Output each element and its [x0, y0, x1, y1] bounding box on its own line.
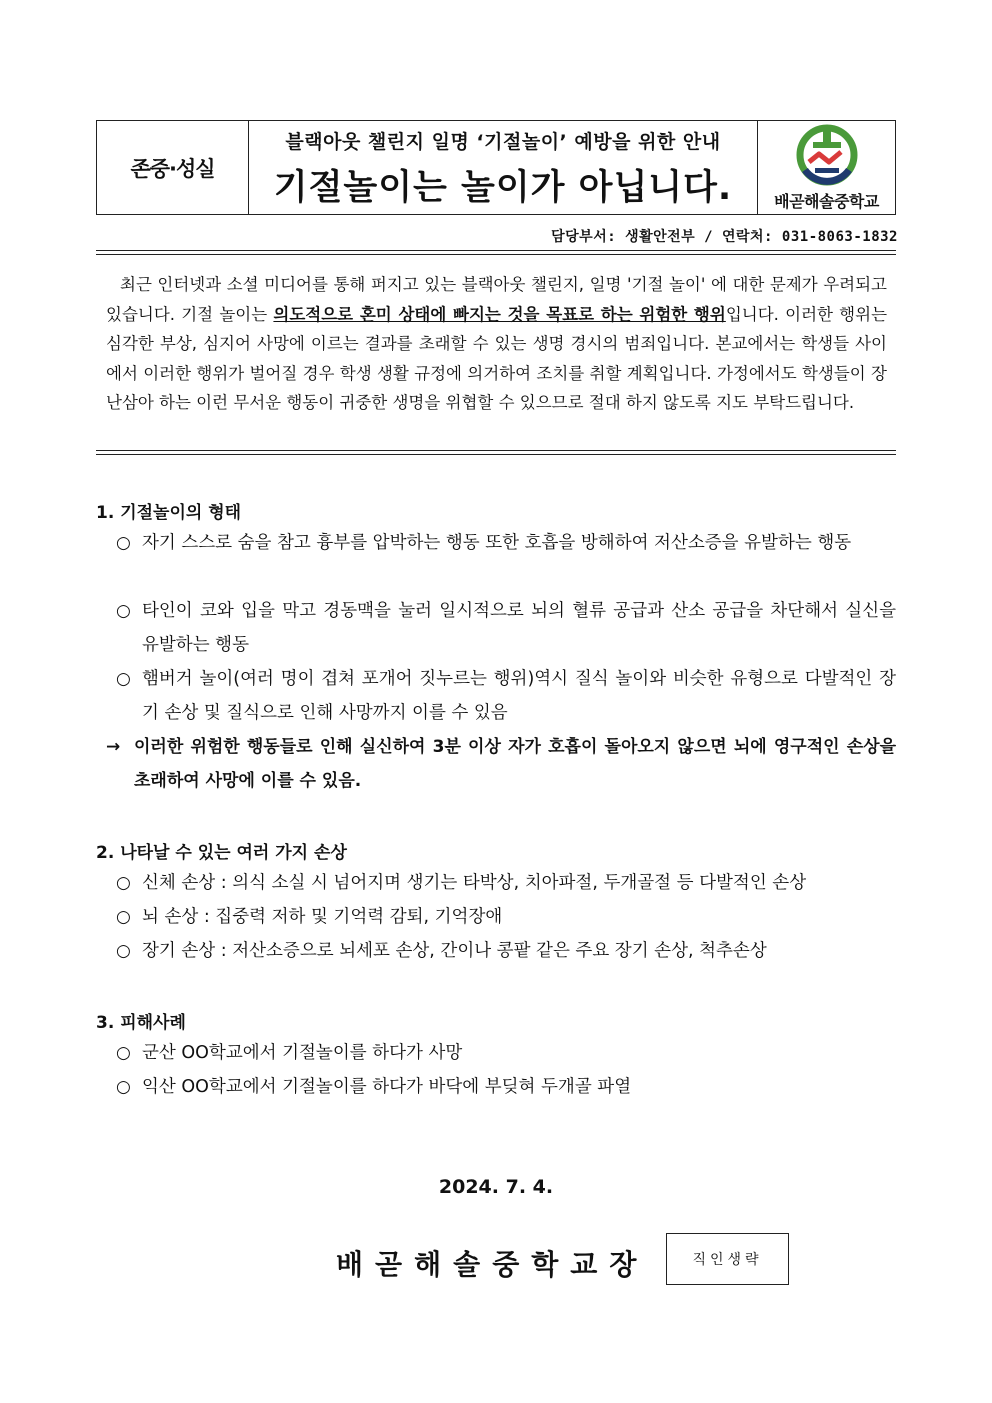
divider — [96, 454, 896, 455]
section-title: 2. 나타날 수 있는 여러 가지 손상 — [96, 843, 347, 863]
bullet-circle-icon: ○ — [116, 601, 131, 621]
list-item-text: 자기 스스로 숨을 참고 흉부를 압박하는 행동 또한 호흡을 방해하여 저산소증을 유발하는 행동 — [142, 533, 852, 553]
intro-paragraph — [106, 270, 887, 418]
list-item — [116, 662, 896, 730]
intro-text-part1: 최근 인터넷과 소셜 미디어를 통해 퍼지고 있는 블랙아웃 챌린지, 일명 '기절 놀이' 에 대한 문제가 우려되고 있습니다. 기절 놀이는 — [106, 275, 887, 324]
section-title: 1. 기절놀이의 형태 — [96, 503, 242, 523]
principal-signature: 배곧해솔중학교장 — [336, 1248, 649, 1281]
list-item-text: 장기 손상 : 저산소증으로 뇌세포 손상, 간이나 콩팥 같은 주요 장기 손상, 척추손상 — [142, 941, 767, 961]
warning-note — [106, 730, 896, 798]
school-emblem-icon — [793, 124, 861, 186]
title-block — [249, 121, 758, 214]
intro-emphasis: 의도적으로 혼미 상태에 빠지는 것을 목표로 하는 위험한 행위 — [273, 304, 726, 324]
document-subtitle: 블랙아웃 챌린지 일명 ‘기절놀이’ 예방을 위한 안내 — [285, 131, 721, 153]
arrow-right-icon: → — [106, 737, 121, 757]
warning-note-text: 이러한 위험한 행동들로 인해 실신하여 3분 이상 자가 호흡이 돌아오지 않으면 뇌에 영구적인 손상을 초래하여 사망에 이를 수 있음. — [134, 737, 896, 791]
bullet-circle-icon: ○ — [116, 669, 131, 689]
list-item-text: 신체 손상 : 의식 소실 시 넘어지며 생기는 타박상, 치아파절, 두개골절 등 다발적인 손상 — [142, 873, 807, 893]
list-item — [116, 900, 896, 934]
issue-date: 2024. 7. 4. — [438, 1176, 554, 1198]
list-item — [116, 1036, 896, 1070]
list-item-text: 뇌 손상 : 집중력 저하 및 기억력 감퇴, 기억장애 — [142, 907, 503, 927]
school-name: 배곧해솔중학교 — [774, 192, 879, 211]
section-title: 3. 피해사례 — [96, 1013, 186, 1033]
list-item-text: 햄버거 놀이(여러 명이 겹쳐 포개어 짓누르는 행위)역시 질식 놀이와 비슷한 유형으로 다발적인 장기 손상 및 질식으로 인해 사망까지 이를 수 있음 — [142, 669, 896, 723]
divider — [96, 254, 896, 255]
list-item — [116, 1070, 896, 1104]
list-item — [116, 594, 896, 662]
divider — [96, 450, 896, 451]
intro-text-part2: 입니다. 이러한 행위는 심각한 부상, 심지어 사망에 이르는 결과를 초래할 수 있는 생명 경시의 범죄입니다. 본교에서는 학생들 사이에서 이러한 행위가 벌어질 경우 학생 생활 규정에 의거하여 조치를 취할 계획입니다. 가정에서도 학생들이 장난삼아 하는 이런 무서운 행동이 귀중한 생명을 위협할 수 있으므로 절대 하지 않도록 지도 부탁드립니다. — [106, 304, 888, 412]
bullet-circle-icon: ○ — [116, 1077, 131, 1097]
list-item-text: 익산 OO학교에서 기절놀이를 하다가 바닥에 부딪혀 두개골 파열 — [142, 1077, 632, 1097]
contact-info: 담당부서: 생활안전부 / 연락처: 031-8063-1832 — [551, 229, 898, 245]
bullet-circle-icon: ○ — [116, 533, 131, 553]
document-title: 기절놀이는 놀이가 아닙니다. — [273, 168, 733, 208]
list-item — [116, 866, 896, 900]
list-item — [116, 526, 896, 560]
header-box — [96, 120, 896, 215]
school-logo-block — [758, 121, 895, 214]
seal-box: 직인생략 — [666, 1233, 789, 1285]
list-item-text: 타인이 코와 입을 막고 경동맥을 눌러 일시적으로 뇌의 혈류 공급과 산소 공급을 차단해서 실신을 유발하는 행동 — [142, 601, 896, 655]
bullet-circle-icon: ○ — [116, 873, 131, 893]
list-item — [116, 934, 896, 968]
list-item-text: 군산 OO학교에서 기절놀이를 하다가 사망 — [142, 1043, 463, 1063]
divider — [96, 250, 896, 251]
school-motto: 존중·성실 — [97, 121, 249, 214]
bullet-circle-icon: ○ — [116, 1043, 131, 1063]
bullet-circle-icon: ○ — [116, 941, 131, 961]
bullet-circle-icon: ○ — [116, 907, 131, 927]
